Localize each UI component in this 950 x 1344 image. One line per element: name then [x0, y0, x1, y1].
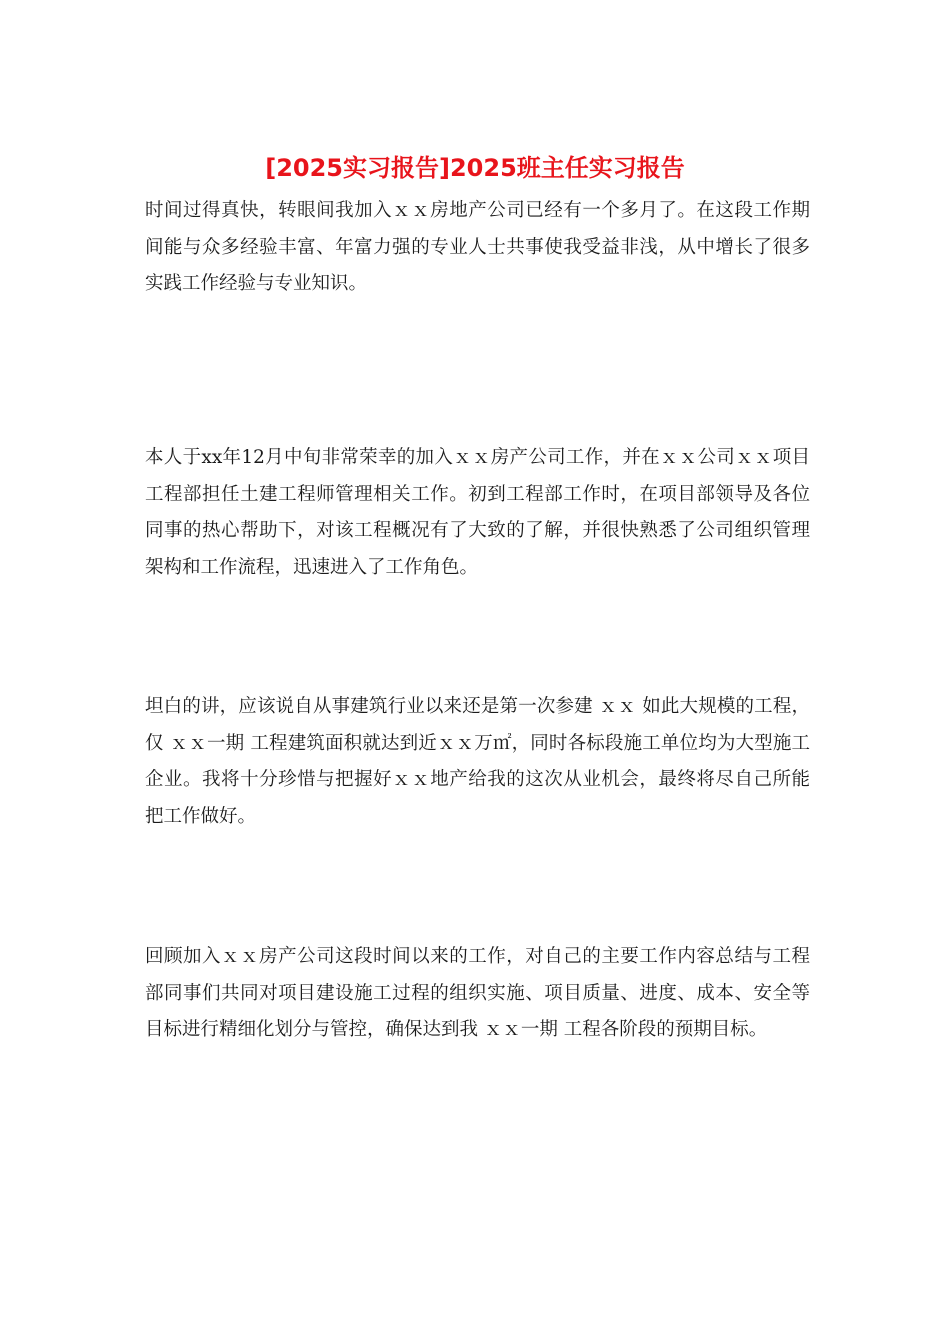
document-title: [2025实习报告]2025班主任实习报告: [265, 154, 685, 182]
paragraph-3: 坦白的讲，应该说自从事建筑行业以来还是第一次参建 ｘｘ 如此大规模的工程，仅 ｘｘ一期 工程建筑面积就达到近ｘｘ万㎡，同时各标段施工单位均为大型施工企业。我将十分珍惜与把握好ｘｘ地产给我的这次从业机会，最终将尽自己所能把工作做好。: [145, 696, 810, 827]
paragraph-1: 时间过得真快，转眼间我加入ｘｘ房地产公司已经有一个多月了。在这段工作期间能与众多经验丰富、年富力强的专业人士共事使我受益非浅，从中增长了很多实践工作经验与专业知识。: [145, 200, 810, 294]
paragraph-2: 本人于xx年12月中旬非常荣幸的加入ｘｘ房产公司工作，并在ｘｘ公司ｘｘ项目工程部担任土建工程师管理相关工作。初到工程部工作时，在项目部领导及各位同事的热心帮助下，对该工程概况有了大致的了解，并很快熟悉了公司组织管理架构和工作流程，迅速进入了工作角色。: [145, 447, 810, 578]
paragraph-4: 回顾加入ｘｘ房产公司这段时间以来的工作，对自己的主要工作内容总结与工程部同事们共同对项目建设施工过程的组织实施、项目质量、进度、成本、安全等目标进行精细化划分与管控，确保达到我 ｘｘ一期 工程各阶段的预期目标。: [145, 946, 810, 1040]
